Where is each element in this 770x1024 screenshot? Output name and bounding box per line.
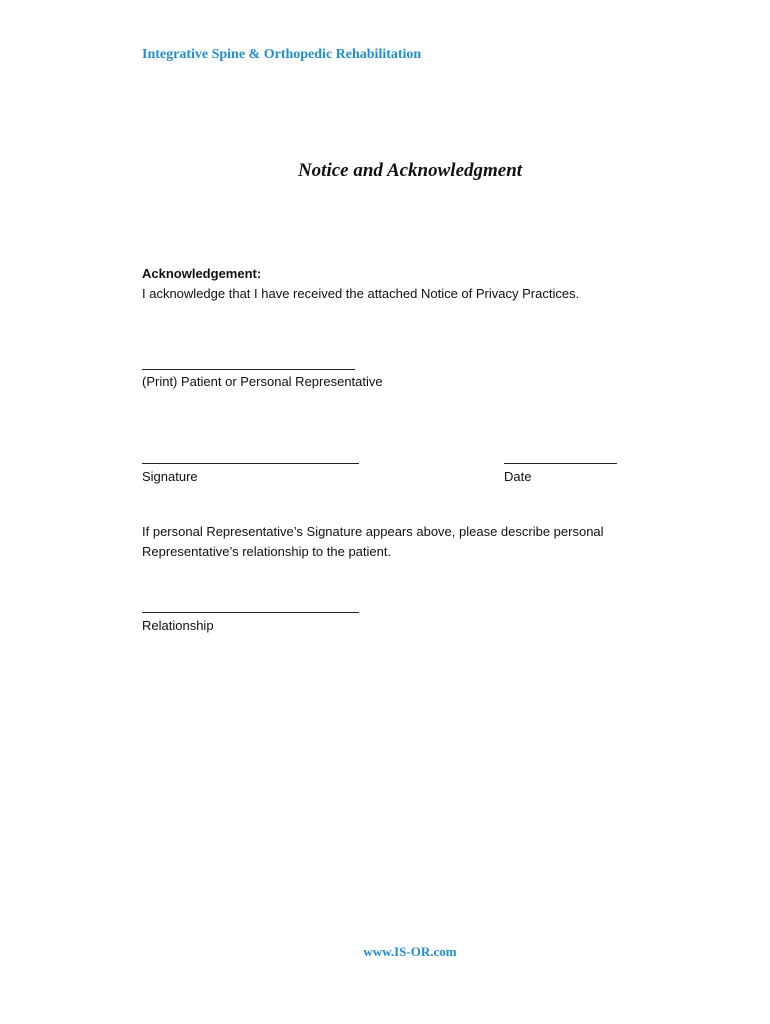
signature-label: Signature	[142, 469, 198, 484]
acknowledgement-heading: Acknowledgement:	[142, 266, 262, 281]
print-name-line[interactable]	[142, 369, 355, 370]
relationship-label: Relationship	[142, 618, 214, 633]
representative-note: If personal Representative’s Signature appears above, please describe personal Representative’s relationship to the patient.	[142, 524, 604, 559]
date-label: Date	[504, 469, 532, 484]
date-line[interactable]	[504, 463, 617, 464]
document-title: Notice and Acknowledgment	[297, 160, 523, 181]
organization-header: Integrative Spine & Orthopedic Rehabilitation	[142, 47, 422, 62]
signature-line[interactable]	[142, 463, 359, 464]
acknowledgement-text: I acknowledge that I have received the attached Notice of Privacy Practices.	[142, 286, 580, 301]
print-name-label: (Print) Patient or Personal Representative	[142, 374, 383, 389]
footer-website-link[interactable]: www.IS-OR.com	[363, 944, 457, 959]
relationship-line[interactable]	[142, 612, 359, 613]
